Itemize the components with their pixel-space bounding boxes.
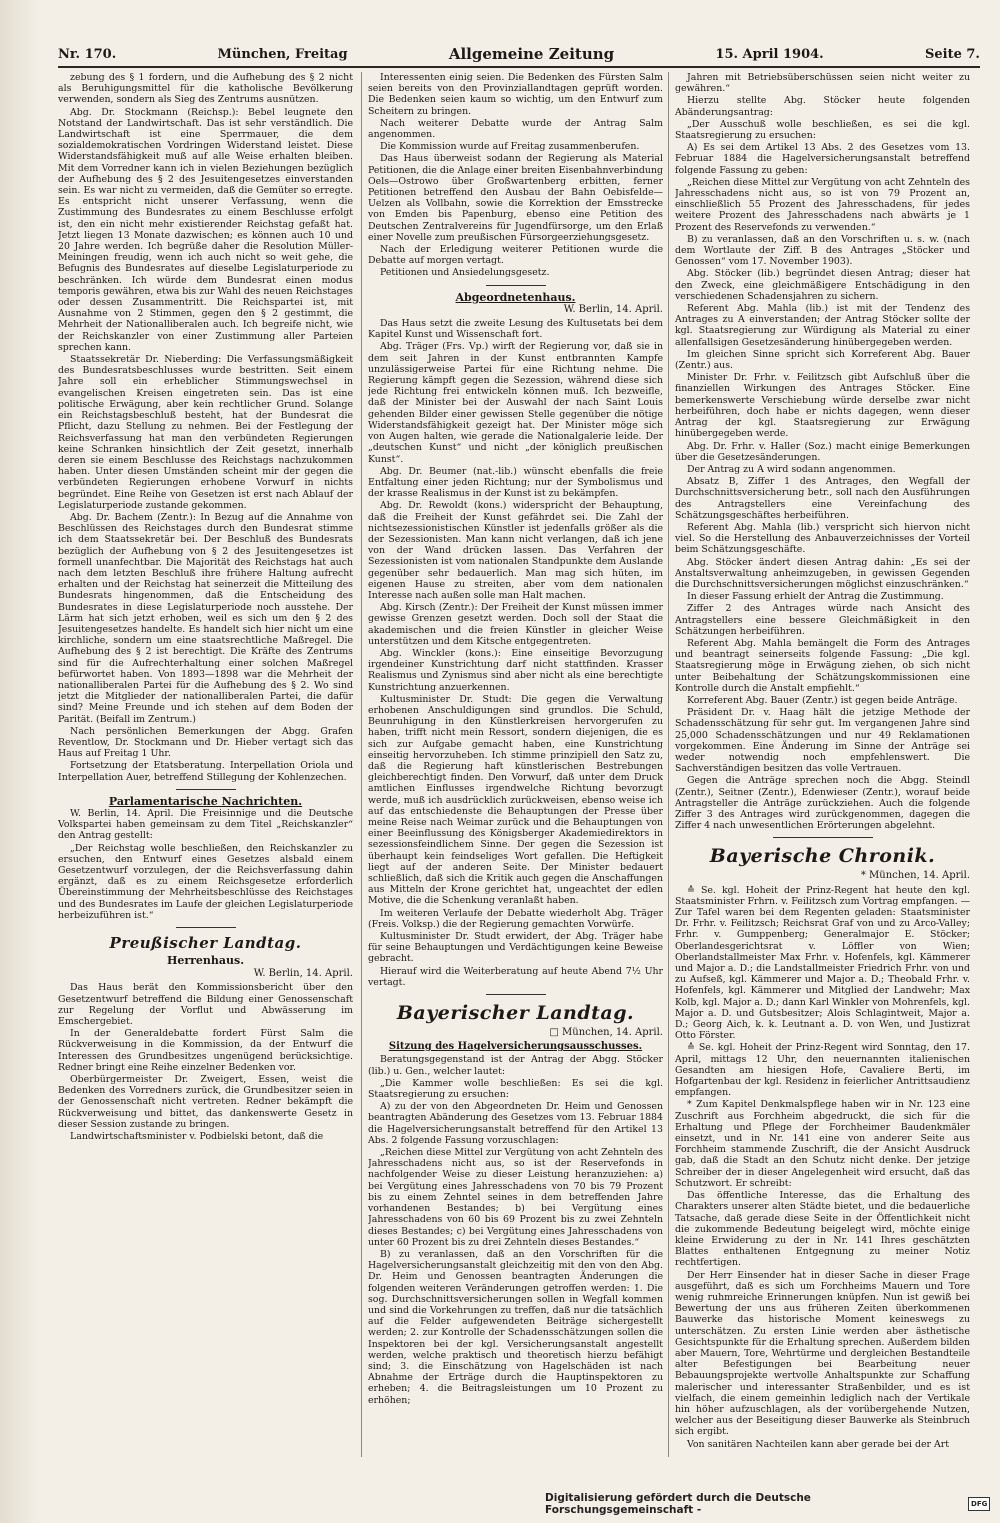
- paragraph: „Reichen diese Mittel zur Vergütung von acht Zehnteln des Jahresschadens nicht aus, so ist von 79 Prozent an, einschließlich 55 Prozent des Jahresschadens, für jedes weitere Prozent des Jahresschadens nach abwärts je 1 Prozent des Reservefonds zu verwenden.“: [675, 176, 970, 233]
- paragraph: Landwirtschaftsminister v. Podbielski betont, daß die: [70, 1131, 324, 1143]
- paragraph: Das Haus überweist sodann der Regierung als Material Petitionen, die die Anlage einer breiten Eisenbahnverbindung Oels—Ostrowo über Großwartenberg erbitten, ferner Petitionen betreffend den Ausbau der Bahn Oebisfelde—Uelzen als Vollbahn, sowie die Korrektion der Emsstrecke von Emden bis Papenburg, ebenso eine Petition des Deutschen Zentralvereins für Jugendfürsorge, um den Erlaß einer Novelle zum preußischen Fürsorgeerziehungsgesetz.: [368, 153, 663, 243]
- paragraph: ≙ Se. kgl. Hoheit der Prinz-Regent wird Sonntag, den 17. April, mittags 12 Uhr, den neuernannten italienischen Gesandten am hiesigen Hofe, Cavaliere Berti, im Hofgartenbau der kgl. Residenz in feierlicher Antrittsaudienz empfangen.: [675, 1042, 970, 1099]
- paragraph: In dieser Fassung erhielt der Antrag die Zustimmung.: [687, 591, 944, 603]
- paragraph: Abg. Stöcker (lib.) begründet diesen Antrag; dieser hat den Zweck, eine gleichmäßigere Entschädigung in den verschiedenen Schadensjahren zu sichern.: [675, 268, 970, 302]
- page-header: [58, 44, 980, 64]
- section-heading-large: Bayerischer Landtag.: [396, 1002, 635, 1025]
- paragraph: * Zum Kapitel Denkmalspflege haben wir in Nr. 123 eine Zuschrift aus Forchheim abgedruckt, die sich für die Erhaltung und Pflege der Forchheimer Baudenkmäler einsetzt, und in Nr. 141 eine von anderer Seite aus Forchheim stammende Zuschrift, die der Ansicht Ausdruck gab, daß die Stadt an den Schutz nicht denke. Der jetzige Schreiber der in dieser Angelegenheit wird ersucht, daß das Schutzwort. Er schreibt:: [675, 1099, 970, 1189]
- paragraph: Das Haus berät den Kommissionsbericht über den Gesetzentwurf betreffend die Bildung einer Genossenschaft zur Regelung der Vorflut und Abwässerung im Emschergebiet.: [58, 982, 353, 1028]
- paragraph: Jahren mit Betriebsüberschüssen seien nicht weiter zu gewähren.“: [675, 72, 970, 95]
- paragraph: Der Antrag zu A wird sodann angenommen.: [687, 463, 896, 475]
- paragraph: Von sanitären Nachteilen kann aber gerade bei der Art: [687, 1438, 950, 1450]
- paragraph: Ziffer 2 des Antrages würde nach Ansicht des Antragstellers eine bessere Gleichmäßigkeit in den Schätzungen herbeiführen.: [675, 603, 970, 637]
- section-divider: [486, 994, 546, 995]
- digitization-credit: [545, 1492, 990, 1516]
- paragraph: Abg. Dr. Rewoldt (kons.) widerspricht der Behauptung, daß die Freiheit der Kunst gefährdet sei. Die Zahl der nichtsezessionistischen Künstler ist jedenfalls größer als die der Sezessionisten. Man kann nicht verlangen, daß ich jene von der Wand drücken lassen. Das Verfahren der Sezessionisten ist vom nationalen Standpunkte dem Auslande gegenüber sehr bedauerlich. Man mag sich hüten, im eigenen Hause zu streiten, aber vom dem nationalen Interesse nach außen solle man Halt machen.: [368, 500, 663, 601]
- issue-date: 15. April 1904.: [715, 46, 824, 62]
- paragraph: Oberbürgermeister Dr. Zweigert, Essen, weist die Bedenken des Vorredners zurück, die Grundbesitzer seien in der Genossenschaft nicht vertreten. Redner bekämpft die Rückverweisung und bittet, das dankenswerte Gesetz in dieser Session zustande zu bringen.: [58, 1074, 353, 1130]
- paragraph: Abg. Dr. Stockmann (Reichsp.): Bebel leugnete den Notstand der Landwirtschaft. Das ist sehr verständlich. Die Landwirtschaft ist eine Sperrmauer, die dem sozialdemokratischen Vordringen Widerstand leistet. Diese Widerstandsfähigkeit muß auf alle Weise erhalten bleiben. Mit dem Vorredner kann ich in vielen Beziehungen bezüglich der Aufhebung des § 2 des Jesuitengesetzes einverstanden sein. Es war nicht zu vermeiden, daß die Gemüter so erregte. Es entspricht nicht unserer Verfassung, wenn die Zustimmung des Bundesrates zu einem Beschlusse erfolgt ist, den ein nicht mehr existierender Reichstag gefaßt hat. Jetzt liegen 13 Monate dazwischen; es können auch 10 und 20 Jahre werden. Ich begrüße daher die Resolution Müller-Meiningen freudig, wenn ich auch nicht so weit gehe, die Befugnis des Bundesrates auf dieselbe Legislaturperiode zu beschränken. Ich würde dem Bundesrat einen modus temporis gewähren, etwa bis zur Wahl des neuen Reichstages oder dessen Zusammentritt. Die Reichspartei ist, mit Ausnahme von 2 Stimmen, gegen den § 2 gestimmt, die Mehrheit der Nationalliberalen auch. Ich begreife nicht, wie der Reichskanzler von einer Zustimmung aller Parteien sprechen kann.: [58, 106, 353, 353]
- paragraph: Referent Abg. Mahla bemängelt die Form des Antrages und beantragt seinerseits folgende Fassung: „Die kgl. Staatsregierung möge in Erwägung ziehen, ob sich nicht unter Beibehaltung der Schätzungskommissionen eine Kontrolle durch die Anstalt empfiehlt.“: [675, 637, 970, 694]
- column-2: [368, 72, 663, 1457]
- dateline: W. Berlin, 14. April.: [253, 968, 353, 980]
- paragraph: Präsident Dr. v. Haag hält die jetzige Methode der Schadensschätzung für sehr gut. Im vergangenen Jahre sind 25,000 Schadensschätzungen und nur 49 Reklamationen vorgekommen. Eine Änderung im Sinne der Anträge sei weder notwendig noch empfehlenswert. Die Sachverständigen besitzen das volle Vertrauen.: [675, 707, 970, 775]
- paragraph: B) zu veranlassen, daß an den Vorschriften u. s. w. (nach dem Wortlaute der Ziff. B des Antrages „Stöcker und Genossen“ vom 17. November 1903).: [675, 233, 970, 268]
- paragraph: Abg. Dr. Beumer (nat.-lib.) wünscht ebenfalls die freie Entfaltung einer jeden Richtung; nur der Symbolismus und der krasse Realismus in der Kunst ist zu bekämpfen.: [368, 465, 663, 500]
- paragraph: In der Generaldebatte fordert Fürst Salm die Rückverweisung in die Kommission, da der Entwurf die Interessen des Grundbesitzes ungenügend berücksichtige. Redner bringt eine Reihe einzelner Bedenken vor.: [58, 1028, 353, 1073]
- section-divider: [176, 789, 236, 790]
- paragraph: Abg. Träger (Frs. Vp.) wirft der Regierung vor, daß sie in dem seit Jahren in der Kunst entbrannten Kampfe unzulässigerweise Partei für eine Richtung nehme. Die Regierung kämpft gegen die Sezession, während diese sich jede Richtung frei entwickeln können muß. Ich bezweifle, daß der Minister bei der Auswahl der nach Saint Louis gehenden Bilder einer gewissen Stelle gegenüber die nötige Widerstandsfähigkeit gezeigt hat. Der Minister möge sich von Augen halten, wie gerade die Nationalgalerie leide. Der „deutschen Kunst“ und nicht „der königlich preußischen Kunst“.: [368, 341, 663, 465]
- paragraph: W. Berlin, 14. April. Die Freisinnige und die Deutsche Volkspartei haben gemeinsam zu dem Titel „Reichskanzler“ den Antrag gestellt:: [58, 808, 353, 842]
- dateline: W. Berlin, 14. April.: [563, 303, 663, 315]
- paragraph: Fortsetzung der Etatsberatung. Interpellation Oriola und Interpellation Auer, betreffend Stillegung der Kohlenzechen.: [58, 760, 353, 783]
- column-rule: [668, 72, 669, 1457]
- paragraph: Hierauf wird die Weiterberatung auf heute Abend 7½ Uhr vertagt.: [368, 965, 663, 988]
- section-heading: Parlamentarische Nachrichten.: [108, 794, 303, 808]
- paragraph: „Reichen diese Mittel zur Vergütung von acht Zehnteln des Jahresschadens nicht aus, so ist der Reservefonds in nachfolgender Weise zu dieser Leistung heranzuziehen: a) bei Vergütung eines Jahresschadens von 70 bis 79 Prozent bis zu einem Zehntel seines in dem betreffenden Jahre vorhandenen Bestandes; b) bei Vergütung eines Jahresschadens von 60 bis 69 Prozent bis zu zwei Zehnteln dieses Bestandes; c) bei Vergütung eines Jahresschadens von unter 60 Prozent bis zu drei Zehnteln dieses Bestandes.“: [368, 1147, 663, 1248]
- paragraph: Absatz B, Ziffer 1 des Antrages, den Wegfall der Durchschnittsversicherung betr., soll nach den Ausführungen des Antragstellers eine Vereinfachung des Schätzungsgeschäftes herbeiführen.: [675, 476, 970, 521]
- column-1: [58, 72, 353, 1457]
- paragraph: Staatssekretär Dr. Nieberding: Die Verfassungsmäßigkeit des Bundesratsbeschlusses wurde bestritten. Seit einem Jahre soll ein erheblicher Stimmungswechsel in evangelischen Kreisen eingetreten sein. Das ist eine politische Erwägung, aber kein rechtlicher Grund. Solange ein Reichstagsbeschluß besteht, hat der Bundesrat die Pflicht, dazu Stellung zu nehmen. Bei der Festlegung der Reichsverfassung hat man den verbündeten Regierungen keine Schranken hinsichtlich der Zeit gesetzt, innerhalb deren sie einem Beschlusse des Reichstags nachzukommen haben. Unter diesen Umständen scheint mir der gegen die verbündeten Regierungen erhobene Vorwurf in nichts begründet. Eine Reihe von Gesetzen ist erst nach Ablauf der Legislaturperiode zustande gekommen.: [58, 354, 353, 511]
- paragraph: Nach persönlichen Bemerkungen der Abgg. Grafen Reventlow, Dr. Stockmann und Dr. Hieber vertagt sich das Haus auf Freitag 1 Uhr.: [58, 725, 353, 760]
- paragraph: Beratungsgegenstand ist der Antrag der Abgg. Stöcker (lib.) u. Gen., welcher lautet:: [368, 1054, 663, 1077]
- paragraph: Kultusminister Dr. Studt erwidert, der Abg. Träger habe für seine Behauptungen und Verdächtigungen keine Beweise gebracht.: [368, 931, 663, 965]
- newspaper-title: Allgemeine Zeitung: [448, 45, 615, 63]
- paragraph: A) zu der von den Abgeordneten Dr. Heim und Genossen beantragten Abänderung des Gesetzes vom 13. Februar 1884 die Hagelversicherungsanstalt betreffend für den Artikel 13 Abs. 2 folgende Fassung vorzuschlagen:: [368, 1101, 663, 1146]
- section-divider: [773, 837, 873, 838]
- scan-gutter: [0, 0, 40, 1523]
- section-heading-large: Preußischer Landtag.: [109, 934, 302, 953]
- section-divider: [176, 927, 236, 928]
- column-rule: [361, 72, 362, 1457]
- session-heading: Sitzung des Hagelversicherungsausschusses.: [388, 1041, 643, 1053]
- credit-text: Digitalisierung gefördert durch die Deutsche Forschungsgemeinschaft -: [545, 1492, 811, 1516]
- paragraph: Abg. Dr. Frhr. v. Haller (Soz.) macht einige Bemerkungen über die Gesetzesänderungen.: [675, 440, 970, 463]
- paragraph: A) Es sei dem Artikel 13 Abs. 2 des Gesetzes vom 13. Februar 1884 die Hagelversicherungsanstalt betreffend folgende Fassung zu geben:: [675, 142, 970, 176]
- paragraph: Im gleichen Sinne spricht sich Korreferent Abg. Bauer (Zentr.) aus.: [675, 348, 970, 372]
- paragraph: Die Kommission wurde auf Freitag zusammenberufen.: [380, 141, 640, 153]
- paragraph: Hierzu stellte Abg. Stöcker heute folgenden Abänderungsantrag:: [675, 95, 970, 118]
- section-divider: [486, 285, 546, 286]
- paragraph: „Der Reichstag wolle beschließen, den Reichskanzler zu ersuchen, den Entwurf eines Gesetzes alsbald einem Gesetzentwurf vorzulegen, der die Reichsverfassung dahin ergänzt, daß es zu einem Reichsgesetze erforderlich Übereinstimmung der Mehrheitsbeschlüsse des Reichstages und des Bundesrates im Laufe der gleichen Legislaturperiode herbeizuführen ist.“: [58, 842, 353, 921]
- column-3: [675, 72, 970, 1457]
- paragraph: Interessenten einig seien. Die Bedenken des Fürsten Salm seien bereits von den Provinziallandtagen geprüft worden. Die Bedenken seien kaum so wichtig, um den Entwurf zum Scheitern zu bringen.: [368, 72, 663, 117]
- paragraph: zebung des § 1 fordern, und die Aufhebung des § 2 nicht als Beruhigungsmittel für die katholische Bevölkerung verwenden, sondern als Sieg des Zentrums ausnützen.: [58, 72, 353, 106]
- issue-number: Nr. 170.: [58, 46, 117, 62]
- dateline: * München, 14. April.: [860, 870, 970, 882]
- paragraph: Nach der Erledigung weiterer Petitionen wurde die Debatte auf morgen vertagt.: [368, 244, 663, 267]
- header-rule: [58, 66, 980, 68]
- paragraph: Nach weiterer Debatte wurde der Antrag Salm angenommen.: [368, 117, 663, 141]
- paragraph: Minister Dr. Frhr. v. Feilitzsch gibt Aufschluß über die finanziellen Wirkungen des Antrages Stöcker. Eine bemerkenswerte Verschiebung würde derselbe zwar nicht herbeiführen, doch habe er nichts dagegen, wenn dieser Antrag der kgl. Staatsregierung zur Erwägung hinübergegeben werde.: [675, 372, 970, 440]
- dateline: □ München, 14. April.: [549, 1027, 663, 1039]
- paragraph: Kultusminister Dr. Studt: Die gegen die Verwaltung erhobenen Anschuldigungen sind grundlos. Die Schuld, Beunruhigung in den Künstlerkreisen hervorgerufen zu haben, trifft nicht mein Ressort, sondern diejenigen, die es sich zur Aufgabe gemacht haben, eine Kunstrichtung einseitig hervorzuheben. Ich stimme prinzipiell den Satz zu, daß die Regierung haft künstlerischen Bestrebungen gleichberechtigt finden. Den Vorwurf, daß unter dem Druck amtlichen Einflusses irgendwelche Richtung bevorzugt werde, muß ich ausdrücklich zurückweisen, ebenso weise ich auf das entschiedenste die Behauptungen der Presse über meine Reise nach Weimar zurück und die Behauptungen von einer Beeinflussung des Königsberger Akademiedirektors in sezessionsfeindlichem Sinne. Der gegen die Sezession ist überhaupt kein feindseliges Wort gefallen. Die Heftigkeit liegt auf der anderen Seite. Der Minister bedauert schließlich, daß sich die Kritik auch gegen die Anschaffungen aus Mitteln der Krone gerichtet hat, ungeachtet der edlen Motive, die die Schenkung veranlaßt haben.: [368, 693, 663, 907]
- paragraph: Referent Abg. Mahla (lib.) ist mit der Tendenz des Antrages zu A einverstanden; der Antrag Stöcker sollte der kgl. Staatsregierung zur Würdigung als Material zu einer allenfallsigen Gesetzesänderung hinübergegeben werden.: [675, 303, 970, 348]
- paragraph: Das Haus setzt die zweite Lesung des Kultusetats bei dem Kapitel Kunst und Wissenschaft fort.: [368, 318, 663, 341]
- paragraph: Gegen die Anträge sprechen noch die Abgg. Steindl (Zentr.), Seitner (Zentr.), Edenwieser (Zentr.), worauf beide Antragsteller die Anträge zurückziehen. Auch die folgende Ziffer 3 des Antrages wird zurückgenommen, dagegen die Ziffer 4 nach unwesentlichen Erörterungen abgelehnt.: [675, 775, 970, 832]
- section-subheading: Herrenhaus.: [166, 954, 245, 968]
- section-heading-large: Bayerische Chronik.: [709, 845, 936, 868]
- place-date: München, Freitag: [217, 46, 348, 62]
- paragraph: Das öffentliche Interesse, das die Erhaltung des Charakters unserer alten Städte bietet, und die bedauerliche Tatsache, daß gerade diese Seite in der Öffentlichkeit nicht die zukommende Bedeutung beigelegt wird, möchte einige kleine Erwiderung zu der in Nr. 141 Ihres geschätzten Blattes enthaltenen Entgegnung zu meiner Notiz rechtfertigen.: [675, 1190, 970, 1269]
- paragraph: Abg. Winckler (kons.): Eine einseitige Bevorzugung irgendeiner Kunstrichtung darf nicht stattfinden. Krasser Realismus und Zynismus sind aber nicht als eine berechtigte Kunstrichtung anzuerkennen.: [368, 647, 663, 693]
- paragraph: Referent Abg. Mahla (lib.) verspricht sich hiervon nicht viel. So die Herstellung des Anbauverzeichnisses der Vorteil beim Schätzungsgeschäfte.: [675, 521, 970, 556]
- paragraph: Petitionen und Ansiedelungsgesetz.: [380, 267, 550, 279]
- dfg-logo: DFG: [968, 1497, 990, 1511]
- paragraph: „Der Ausschuß wolle beschließen, es sei die kgl. Staatsregierung zu ersuchen:: [675, 118, 970, 142]
- paragraph: Der Herr Einsender hat in dieser Sache in dieser Frage ausgeführt, daß es sich um Forchheims Mauern und Tore wenig ruhmreiche Erinnerungen knüpfen. Nun ist gewiß bei Bewertung der uns aus früheren Zeiten überkommenen Bauwerke das historische Moment keineswegs zu unterschätzen. Zu ersten Linie werden aber ästhetische Gesichtspunkte für die Erhaltung sprechen. Außerdem bilden aber Mauern, Tore, Wehrtürme und dergleichen Bestandteile alter Befestigungen bei Bearbeitung neuer Bebauungsprojekte wertvolle Anhaltspunkte zur Schaffung malerischer und interessanter Straßenbilder, und es ist vielfach, die einem gemeinhin lediglich nach der Vertikale hin höher aufzuschlagen, als der vorübergehende Nutzen, welcher aus der Beseitigung dieser Bauwerke als Steinbruch sich ergibt.: [675, 1269, 970, 1438]
- paragraph: Im weiteren Verlaufe der Debatte wiederholt Abg. Träger (Freis. Volksp.) die der Regierung gemachten Vorwürfe.: [368, 907, 663, 930]
- page-number: Seite 7.: [924, 46, 980, 62]
- paragraph: Abg. Kirsch (Zentr.): Der Freiheit der Kunst müssen immer gewisse Grenzen gesetzt werden. Doch soll der Staat die akademischen und die freien Künstler in gleicher Weise unterstützen und dem Kitsche entgegentreten.: [368, 602, 663, 647]
- paragraph: Korreferent Abg. Bauer (Zentr.) ist gegen beide Anträge.: [687, 694, 958, 706]
- paragraph: B) zu veranlassen, daß an den Vorschriften für die Hagelversicherungsanstalt gleichzeitig mit den von den Abg. Dr. Heim und Genossen beantragten Änderungen die folgenden weiteren Veränderungen getroffen werden: 1. Die sog. Durchschnittsversicherungen sollen in Wegfall kommen und sind die Vorkehrungen zu treffen, daß nur die tatsächlich auf die Felder aufgewendeten Beiträge sichergestellt werden; 2. zur Kontrolle der Schadensschätzungen sollen die Inspektoren bei der kgl. Versicherungsanstalt angestellt werden, welche praktisch und theoretisch hierzu befähigt sind; 3. die Einschätzung von Hagelschäden ist nach Abnahme der Erträge durch die Hauptinspektoren zu erheben; 4. die Beitragsleistungen um 10 Prozent zu erhöhen;: [368, 1248, 663, 1406]
- paragraph: Abg. Stöcker ändert diesen Antrag dahin: „Es sei der Anstaltsverwaltung anheimzugeben, in gewissen Gegenden die Durchschnittsversicherungen möglichst einzuschränken.“: [675, 556, 970, 590]
- paragraph: „Die Kammer wolle beschließen: Es sei die kgl. Staatsregierung zu ersuchen:: [368, 1077, 663, 1101]
- section-heading: Abgeordnetenhaus.: [455, 290, 576, 304]
- paragraph: ≙ Se. kgl. Hoheit der Prinz-Regent hat heute den kgl. Staatsminister Frhrn. v. Feilitzsch zum Vortrag empfangen. — Zur Tafel waren bei dem Regenten geladen: Staatsminister Dr. Frhr. v. Feilitzsch; Reichsrat Graf von und zu Arco-Valley; Frhr. v. Gumppenberg; Generalmajor E. Stöcker; Oberlandesgerichtsrat v. Löffler von Wien; Oberlandstallmeister Max Frhr. v. Hofenfels, kgl. Kämmerer und Major a. D.; die Landstallmeister Friedrich Frhr. von und zu Aufseß, kgl. Kämmerer und Major a. D.; Theobald Frhr. v. Hofenfels, kgl. Kämmerer und Mitglied der Landwehr; Max Kolb, kgl. Major a. D.; dann Karl Winkler von Mohrenfels, kgl. Major a. D. und Gutsbesitzer; Alois Schlagintweit, Major a. D.; Georg Aich, k. k. Leutnant a. D. von Wen, und Justizrat Otto Förster.: [675, 884, 970, 1042]
- paragraph: Abg. Dr. Bachem (Zentr.): In Bezug auf die Annahme von Beschlüssen des Reichstages durch den Bundesrat stimme ich dem Staatssekretär bei. Der Beschluß des Bundesrats bezüglich der Aufhebung von § 2 des Jesuitengesetzes ist formell unanfechtbar. Die Majorität des Reichstags hat auch nach dem letzten Beschluß ihre frühere Haltung aufrecht erhalten und der Reichstag hat seinerzeit die Mitteilung des Bundesrats hingenommen, daß die Entscheidung des Bundesrates in diese Legislaturperiode noch ausstehe. Der Lärm hat sich jetzt erhoben, weil es sich um den § 2 des Jesuitengesetzes handelte. Es handelt sich hier nicht um eine kirchliche, sondern um eine staatsrechtliche Maßregel. Die Aufhebung des § 2 ist berechtigt. Die Kräfte des Zentrums sind für die Aufrechterhaltung einer solchen Maßregel befürwortet haben. Von 1893—1898 war die Mehrheit der nationalliberalen Partei für die Aufhebung des § 2. Wo sind jetzt die Mitglieder der nationalliberalen Partei, die dafür sind? Meine Freunde und ich stehen auf dem Boden der Parität. (Beifall im Zentrum.): [58, 511, 353, 725]
